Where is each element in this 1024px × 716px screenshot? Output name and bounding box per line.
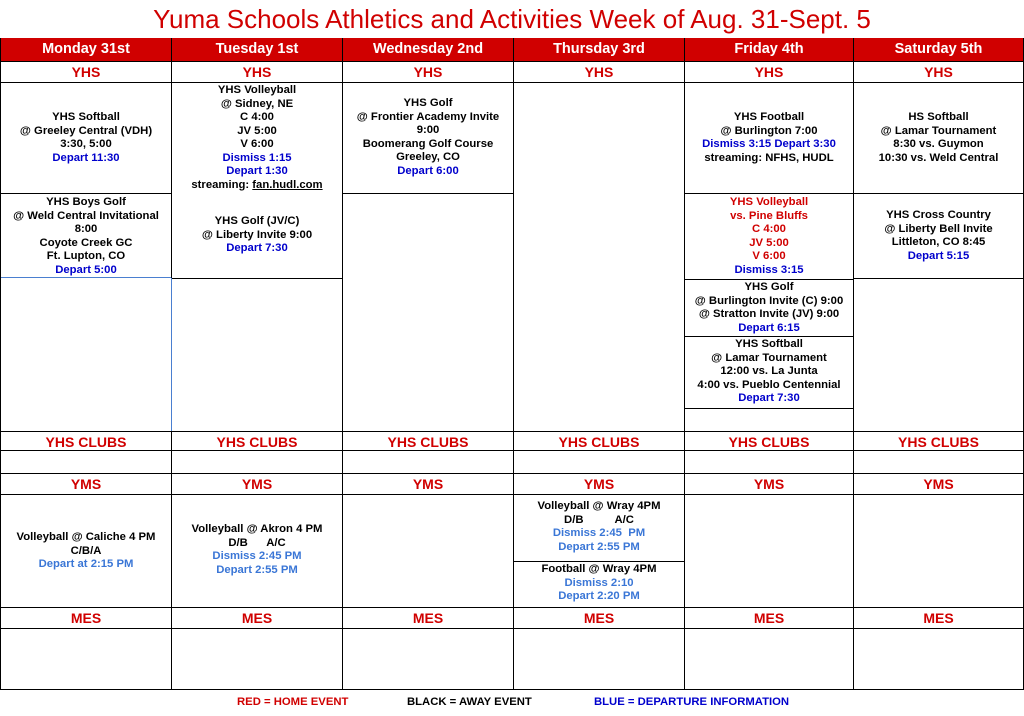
event-line: YHS Cross Country [886,209,991,221]
cell-divider [685,336,853,337]
event-line: streaming: NFHS, HUDL [704,151,834,164]
event-line: Depart 5:00 [55,263,117,276]
event-line: JV 5:00 [749,236,789,249]
event-line: YHS Football [733,111,805,123]
cell-divider [854,193,1023,194]
section-label-mes: MES [70,610,102,626]
event-wed-golf [343,97,513,178]
event-line: Dismiss 2:10 [564,576,634,589]
event-line: Depart 6:00 [397,164,459,177]
event-line: YHS Softball [735,338,803,350]
event-line: Dismiss 2:45 PM [212,550,302,562]
event-line: @ Greeley Central (VDH) [19,124,153,137]
cell-divider [1,193,171,194]
event-line: JV 5:00 [237,124,277,137]
event-line: @ Lamar Tournament [880,124,997,137]
event-yms-tue [172,523,342,577]
event-tue-golf [172,215,342,256]
row-divider [1,61,1023,62]
event-line: Volleyball @ Wray 4PM [537,500,661,512]
table-bottom-border [0,689,1024,690]
streaming-link[interactable]: streaming: fan.hudl.com [191,178,323,191]
event-line: YHS Boys Golf [46,196,126,208]
section-label-yms: YMS [583,476,615,492]
day-header-tuesday: Tuesday 1st [172,38,342,61]
event-line: V 6:00 [240,138,274,150]
section-label-clubs: YHS CLUBS [558,434,640,450]
cell-divider [1,277,171,278]
event-line: Dismiss 3:15 [734,263,804,276]
event-line: Boomerang Golf Course [362,137,494,150]
event-line: @ Burlington 7:00 [720,124,818,137]
day-header-monday: Monday 31st [1,38,171,61]
event-line: Ft. Lupton, CO [46,250,126,262]
section-label-mes: MES [583,610,615,626]
event-fri-volleyball [685,196,853,277]
event-sat-cross-country [854,209,1023,263]
row-divider [1,607,1023,608]
event-line: @ Stratton Invite (JV) 9:00 [698,308,840,320]
event-line: @ Burlington Invite (C) 9:00 [694,294,844,307]
event-line: Depart 11:30 [52,151,120,164]
legend-departure: BLUE = DEPARTURE INFORMATION [594,696,790,708]
event-line: Dismiss 1:15 [222,151,292,164]
section-label-clubs: YHS CLUBS [898,434,979,450]
event-line: Littleton, CO 8:45 [891,236,986,248]
event-line: YHS Golf [403,97,453,109]
event-line: 9:00 [416,124,440,136]
section-label-yhs: YHS [924,64,953,80]
event-line: 8:00 [74,223,98,235]
cell-divider [685,279,853,280]
section-label-mes: MES [412,610,444,626]
event-yms-mon [1,531,171,572]
event-line: @ Sidney, NE [220,97,294,110]
page-title: Yuma Schools Athletics and Activities Week of Aug. 31-Sept. 5 [153,4,871,34]
event-yms-thu-football [514,563,684,604]
section-label-yms: YMS [241,476,273,492]
event-fri-football [685,111,853,165]
section-label-mes: MES [241,610,273,626]
legend-away: BLACK = AWAY EVENT [407,696,532,708]
event-tue-volleyball [172,84,342,192]
event-line: 8:30 vs. Guymon [893,138,984,150]
legend-home: RED = HOME EVENT [237,696,349,708]
event-line: YHS Golf [744,281,794,293]
event-line: V 6:00 [752,250,786,262]
section-label-yms: YMS [753,476,785,492]
row-divider [1,473,1023,474]
event-line: @ Liberty Bell Invite [884,222,993,235]
schedule-table [0,38,1024,690]
day-header-friday: Friday 4th [685,38,853,61]
event-line: @ Lamar Tournament [711,351,827,364]
event-line: @ Weld Central Invitational [13,209,159,222]
event-line: Dismiss 3:15 Depart 3:30 [702,138,836,150]
cell-divider [514,561,684,562]
event-fri-softball [685,338,853,406]
event-line: Depart 2:55 PM [558,540,640,553]
event-line: YHS Softball [52,111,120,123]
event-line: Greeley, CO [396,151,460,163]
event-line: C/B/A [70,544,102,557]
section-label-yhs: YHS [71,64,101,80]
section-label-yhs: YHS [754,64,784,80]
event-line: Depart 7:30 [226,242,288,254]
section-label-yhs: YHS [584,64,614,80]
event-line: Football @ Wray 4PM [541,563,657,575]
section-label-yhs: YHS [413,64,443,80]
section-label-yms: YMS [70,476,102,492]
section-label-clubs: YHS CLUBS [216,434,298,450]
event-line: YHS Volleyball [729,196,809,208]
cell-divider [685,408,853,409]
row-divider [1,431,1023,432]
section-label-mes: MES [753,610,785,626]
event-line: Depart 1:30 [226,165,288,177]
cell-divider [171,278,172,431]
event-line: Depart 6:15 [738,321,800,334]
day-header-wednesday: Wednesday 2nd [343,38,513,61]
row-divider [1,628,1023,629]
event-line: YHS Golf (JV/C) [214,215,300,227]
section-label-yms: YMS [923,476,954,492]
event-line: Depart 2:20 PM [558,590,640,602]
row-divider [1,450,1023,451]
event-line: Depart 5:15 [907,249,970,262]
event-line: @ Frontier Academy Invite [356,110,500,123]
event-line: 10:30 vs. Weld Central [878,151,999,164]
event-line: 4:00 vs. Pueblo Centennial [697,378,841,391]
section-label-yms: YMS [412,476,444,492]
event-line: Depart 2:55 PM [216,563,298,576]
cell-divider [854,278,1023,279]
event-line: YHS Volleyball [217,84,297,96]
event-line: vs. Pine Bluffs [730,209,808,222]
event-line: C 4:00 [752,223,786,235]
cell-divider [172,278,342,279]
section-label-clubs: YHS CLUBS [728,434,810,450]
event-line: D/B A/C [228,536,286,549]
section-label-clubs: YHS CLUBS [387,434,469,450]
event-line: Depart 7:30 [738,392,800,404]
event-line: @ Liberty Invite 9:00 [201,228,313,241]
section-label-mes: MES [923,610,954,626]
event-sat-softball [854,111,1023,165]
event-fri-golf [685,281,853,335]
day-header-thursday: Thursday 3rd [514,38,684,61]
day-header-saturday: Saturday 5th [854,38,1023,61]
row-divider [1,494,1023,495]
event-line: HS Softball [908,111,969,123]
event-mon-softball [1,111,171,165]
section-label-clubs: YHS CLUBS [45,434,127,450]
event-line: Depart at 2:15 PM [38,558,134,570]
event-line: C 4:00 [240,111,274,123]
cell-divider [343,193,513,194]
event-mon-golf [1,196,171,277]
event-line: Coyote Creek GC [39,236,133,249]
event-line: 3:30, 5:00 [60,138,112,150]
event-line: D/B A/C [564,513,634,526]
section-label-yhs: YHS [242,64,272,80]
cell-divider [685,193,853,194]
event-yms-thu-volleyball [514,500,684,554]
event-line: Volleyball @ Akron 4 PM [191,523,323,535]
event-line: Dismiss 2:45 PM [552,527,646,539]
event-line: Volleyball @ Caliche 4 PM [16,531,156,543]
event-line: 12:00 vs. La Junta [720,365,818,377]
row-divider [1,82,1023,83]
